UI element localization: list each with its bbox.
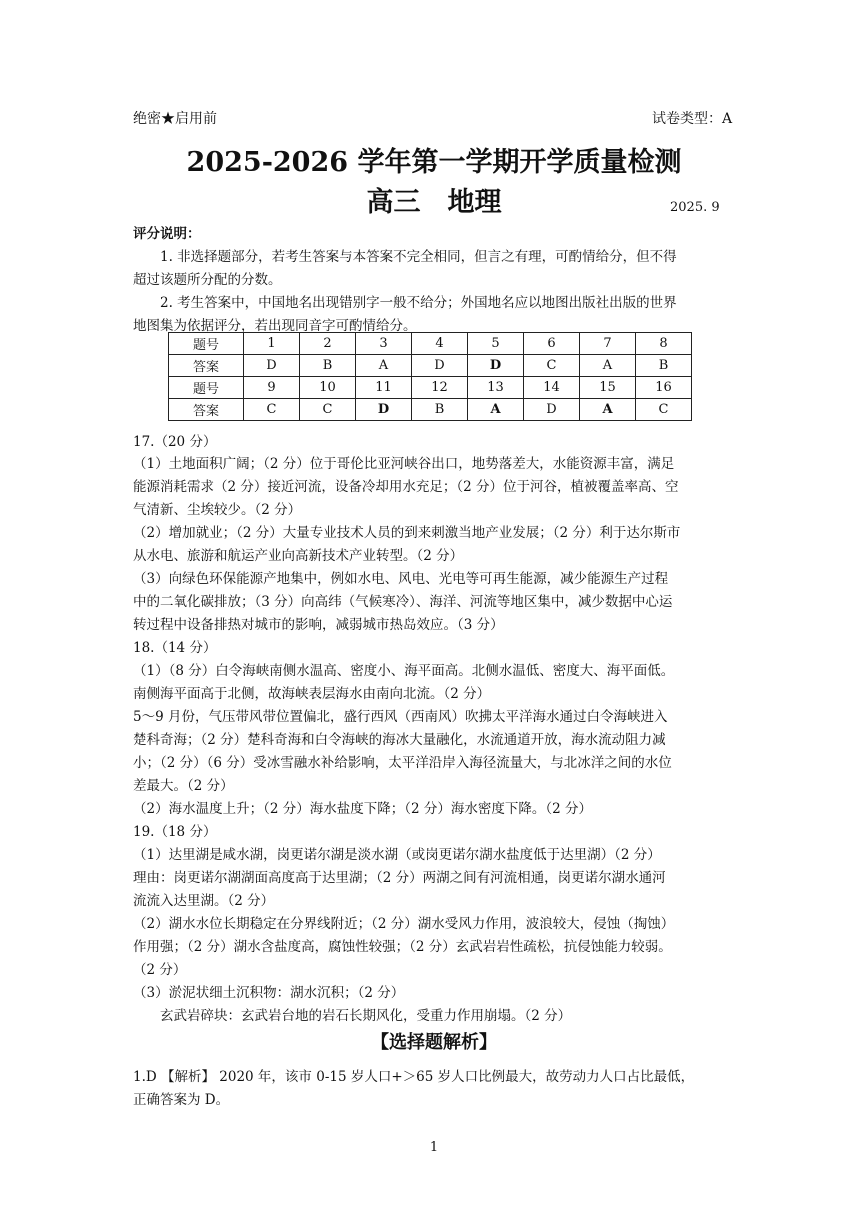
answer-cell: D: [412, 355, 468, 377]
question-number: 16: [636, 377, 692, 399]
q18-line: 小；（2 分）（6 分）受冰雪融水补给影响，太平洋沿岸入海径流量大，与北冰洋之间的水位: [133, 755, 672, 771]
answer-cell: B: [412, 399, 468, 421]
answer-cell: C: [300, 399, 356, 421]
question-number: 3: [356, 333, 412, 355]
q19-line: （3）淤泥状细土沉积物：湖水沉积；（2 分）: [133, 985, 405, 1001]
q18-line: 南侧海平面高于北侧，故海峡表层海水由南向北流。（2 分）: [133, 686, 491, 702]
answer-cell: D: [524, 399, 580, 421]
page-number: 1: [429, 1140, 439, 1155]
q19-heading: 19.（18 分）: [133, 824, 217, 840]
answer-cell: C: [244, 399, 300, 421]
question-number: 1: [244, 333, 300, 355]
exam-title: 2025-2026 学年第一学期开学质量检测: [186, 147, 682, 178]
scoring-rule-1a: 1. 非选择题部分，若考生答案与本答案不完全相同，但言之有理，可酌情给分，但不得: [160, 249, 677, 265]
question-number: 13: [468, 377, 524, 399]
question-number: 7: [580, 333, 636, 355]
scoring-heading: 评分说明：: [133, 226, 201, 242]
table-row: [169, 333, 692, 355]
answer-cell: A: [580, 355, 636, 377]
analysis-line: 正确答案为 D。: [133, 1092, 230, 1108]
question-number: 4: [412, 333, 468, 355]
question-number: 11: [356, 377, 412, 399]
q18-line: （2）海水温度上升；（2 分）海水盐度下降；（2 分）海水密度下降。（2 分）: [133, 801, 592, 817]
q17-line: 从水电、旅游和航运产业向高新技术产业转型。（2 分）: [133, 548, 464, 564]
scoring-rule-1b: 超过该题所分配的分数。: [133, 272, 282, 288]
table-row: [169, 399, 692, 421]
answer-cell: A: [468, 399, 524, 421]
analysis-line: 1.D 【解析】 2020 年，该市 0-15 岁人口+＞65 岁人口比例最大，故劳动力人口占比最低，: [133, 1069, 695, 1085]
row-label: 答案: [169, 355, 244, 377]
q17-line: 转过程中设备排热对城市的影响，减弱城市热岛效应。（3 分）: [133, 617, 504, 633]
q18-heading: 18.（14 分）: [133, 640, 217, 656]
question-number: 9: [244, 377, 300, 399]
q17-line: 气清新、尘埃较少。（2 分）: [133, 502, 302, 518]
q19-line: 理由：岗更诺尔湖湖面高度高于达里湖；（2 分）两湖之间有河流相通，岗更诺尔湖水通河: [133, 870, 666, 886]
q18-line: （1）（8 分）白令海峡南侧水温高、密度小、海平面高。北侧水温低、密度大、海平面低。: [133, 663, 675, 679]
answer-cell: D: [356, 399, 412, 421]
exam-date: 2025. 9: [670, 200, 720, 215]
q19-line: （2）湖水水位长期稳定在分界线附近；（2 分）湖水受风力作用，波浪较大，侵蚀（掏蚀）: [133, 916, 675, 932]
q17-line: （1）土地面积广阔；（2 分）位于哥伦比亚河峡谷出口，地势落差大，水能资源丰富，满足: [133, 456, 675, 472]
q19-line: （2 分）: [133, 962, 187, 978]
question-number: 14: [524, 377, 580, 399]
exam-subtitle: 高三 地理: [366, 187, 502, 218]
q17-line: （2）增加就业；（2 分）大量专业技术人员的到来刺激当地产业发展；（2 分）利于达尔斯市: [133, 525, 681, 541]
paper-type-label: 试卷类型：A: [652, 111, 733, 127]
table-row: [169, 355, 692, 377]
answer-cell: A: [580, 399, 636, 421]
question-number: 6: [524, 333, 580, 355]
question-number: 10: [300, 377, 356, 399]
q17-line: （3）向绿色环保能源产地集中，例如水电、风电、光电等可再生能源，减少能源生产过程: [133, 571, 669, 587]
scoring-rule-2a: 2. 考生答案中，中国地名出现错别字一般不给分；外国地名应以地图出版社出版的世界: [160, 295, 677, 311]
answer-cell: D: [244, 355, 300, 377]
scoring-rule-2b: 地图集为依据评分，若出现同音字可酌情给分。: [133, 318, 417, 334]
q19-line: 玄武岩碎块：玄武岩台地的岩石长期风化，受重力作用崩塌。（2 分）: [160, 1008, 572, 1024]
row-label: 答案: [169, 399, 244, 421]
question-number: 12: [412, 377, 468, 399]
question-number: 5: [468, 333, 524, 355]
answer-cell: A: [356, 355, 412, 377]
question-number: 2: [300, 333, 356, 355]
q17-line: 能源消耗需求（2 分）接近河流，设备冷却用水充足；（2 分）位于河谷，植被覆盖率高、空: [133, 479, 679, 495]
q18-line: 楚科奇海；（2 分）楚科奇海和白令海峡的海冰大量融化，水流通道开放，海水流动阻力减: [133, 732, 666, 748]
answer-cell: C: [636, 399, 692, 421]
q18-line: 差最大。（2 分）: [133, 778, 234, 794]
answer-cell: B: [636, 355, 692, 377]
row-label: 题号: [169, 377, 244, 399]
q17-line: 中的二氧化碳排放；（3 分）向高纬（气候寒冷）、海洋、河流等地区集中，减少数据中心运: [133, 594, 673, 610]
answer-cell: B: [300, 355, 356, 377]
answer-table: [168, 332, 692, 421]
question-number: 8: [636, 333, 692, 355]
answer-cell: D: [468, 355, 524, 377]
answer-cell: C: [524, 355, 580, 377]
question-number: 15: [580, 377, 636, 399]
q19-line: 作用强；（2 分）湖水含盐度高，腐蚀性较强；（2 分）玄武岩岩性疏松，抗侵蚀能力较弱。: [133, 939, 672, 955]
table-row: [169, 377, 692, 399]
q19-line: 流流入达里湖。（2 分）: [133, 893, 275, 909]
q18-line: 5～9 月份，气压带风带位置偏北，盛行西风（西南风）吹拂太平洋海水通过白令海峡进入: [133, 709, 668, 725]
q19-line: （1）达里湖是咸水湖，岗更诺尔湖是淡水湖（或岗更诺尔湖水盐度低于达里湖）（2 分）: [133, 847, 661, 863]
q17-heading: 17.（20 分）: [133, 434, 217, 450]
section-title: 【选择题解析】: [371, 1032, 497, 1053]
confidential-label: 绝密★启用前: [133, 111, 217, 127]
row-label: 题号: [169, 333, 244, 355]
